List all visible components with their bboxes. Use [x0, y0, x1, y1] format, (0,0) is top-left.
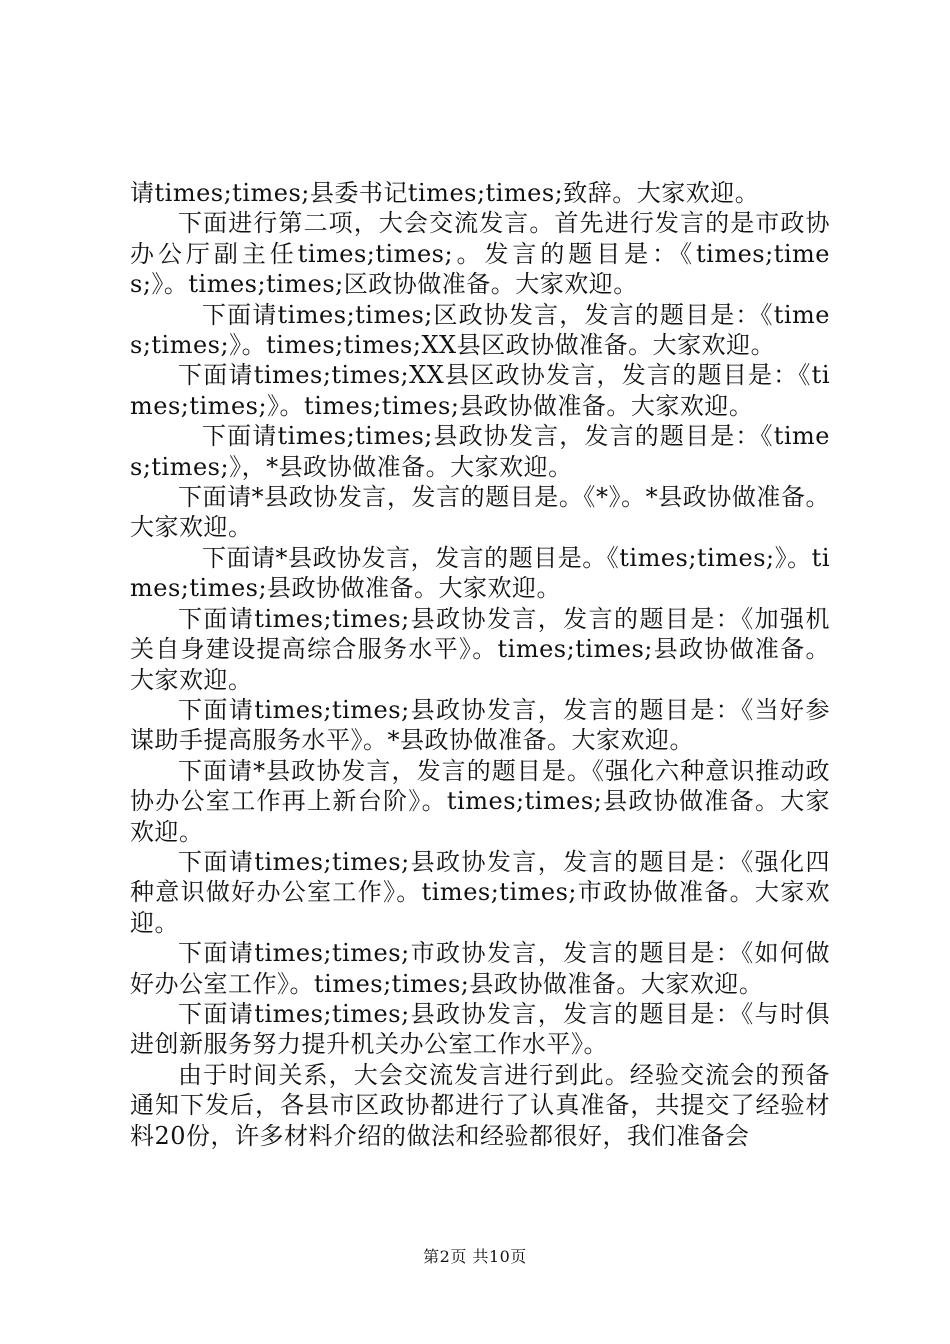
paragraph-12: 下面请times;times;市政协发言，发言的题目是：《如何做好办公室工作》。times;times;县政协做准备。大家欢迎。 [130, 939, 830, 998]
paragraph-6: 下面请*县政协发言，发言的题目是。《*》。*县政协做准备。大家欢迎。 [130, 483, 830, 542]
paragraph-7: 下面请*县政协发言，发言的题目是。《times;times;》。times;times;县政协做准备。大家欢迎。 [130, 543, 830, 603]
paragraph-2: 下面进行第二项，大会交流发言。首先进行发言的是市政协办公厅副主任times;times;。发言的题目是：《times;times;》。times;times;区政协做准备。大家欢迎。 [130, 209, 830, 299]
paragraph-1: 请times;times;县委书记times;times;致辞。大家欢迎。 [130, 179, 760, 207]
paragraph-8: 下面请times;times;县政协发言，发言的题目是：《加强机关自身建设提高综合服务水平》。times;times;县政协做准备。大家欢迎。 [130, 604, 830, 694]
paragraph-10: 下面请*县政协发言，发言的题目是。《强化六种意识推动政协办公室工作再上新台阶》。times;times;县政协做准备。大家欢迎。 [130, 756, 830, 846]
document-body [130, 178, 830, 1151]
paragraph-3: 下面请times;times;区政协发言，发言的题目是：《times;times;》。times;times;XX县区政协做准备。大家欢迎。 [130, 300, 830, 360]
paragraph-5: 下面请times;times;县政协发言，发言的题目是：《times;times;》，*县政协做准备。大家欢迎。 [130, 422, 830, 481]
paragraph-14: 由于时间关系，大会交流发言进行到此。经验交流会的预备通知下发后，各县市区政协都进行了认真准备，共提交了经验材料20份，许多材料介绍的做法和经验都很好，我们准备会 [130, 1060, 830, 1150]
paragraph-11: 下面请times;times;县政协发言，发言的题目是：《强化四种意识做好办公室工作》。times;times;市政协做准备。大家欢迎。 [130, 847, 830, 937]
paragraph-9: 下面请times;times;县政协发言，发言的题目是：《当好参谋助手提高服务水平》。*县政协做准备。大家欢迎。 [130, 695, 830, 755]
page-number-footer: 第2页 共10页 [423, 1247, 527, 1266]
paragraph-4: 下面请times;times;XX县区政协发言，发言的题目是：《times;times;》。times;times;县政协做准备。大家欢迎。 [130, 361, 830, 420]
paragraph-13: 下面请times;times;县政协发言，发言的题目是：《与时俱进创新服务努力提升机关办公室工作水平》。 [130, 999, 830, 1059]
